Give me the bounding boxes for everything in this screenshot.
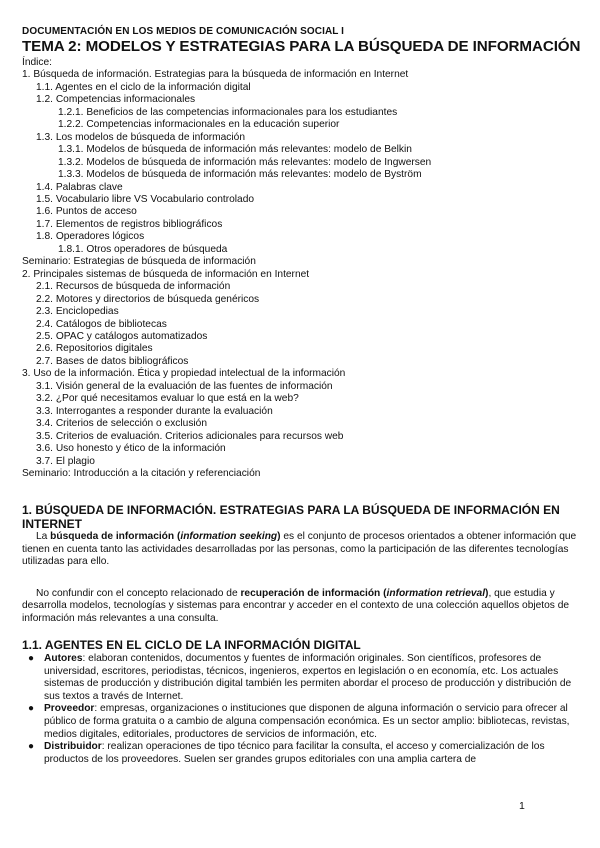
bullet-icon: ● (28, 741, 35, 753)
toc-entry: 1.3.1. Modelos de búsqueda de información más relevantes: modelo de Belkin (58, 144, 412, 156)
course-header: DOCUMENTACIÓN EN LOS MEDIOS DE COMUNICACIÓN SOCIAL I (22, 26, 345, 37)
bullet-icon: ● (28, 703, 35, 715)
toc-entry: 1.5. Vocabulario libre VS Vocabulario controlado (36, 193, 255, 205)
paragraph-information-retrieval: No confundir con el concepto relacionado de recuperación de información (information retrieval), que estudia y desarrolla modelos, tecnologías y sistemas para encontrar y acceder en el contexto de una colección aquellos objetos de información más relevantes a una consulta. (22, 587, 570, 624)
toc-entry: 2.3. Enciclopedias (36, 306, 119, 318)
toc-entry: 3.3. Interrogantes a responder durante la evaluación (36, 405, 273, 417)
paragraph-information-seeking: La búsqueda de información (information seeking) es el conjunto de procesos orientados a obtener información que tienen en cuenta tanto las actividades desarrolladas por las personas, como la participación de las diferentes tecnologías utilizadas para ello. (22, 531, 577, 568)
page-title: TEMA 2: MODELOS Y ESTRATEGIAS PARA LA BÚSQUEDA DE INFORMACIÓN (22, 38, 581, 55)
list-item-distribuidor: ● Distribuidor: realizan operaciones de tipo técnico para facilitar la consulta, el acceso y comercialización de los productos de los proveedores. Suelen ser grandes grupos editoriales con una amplia cartera de (28, 741, 545, 765)
toc-entry: 1.4. Palabras clave (36, 181, 123, 193)
section-1-1-heading: 1.1. AGENTES EN EL CICLO DE LA INFORMACIÓN DIGITAL (22, 637, 361, 652)
bullet-icon: ● (28, 653, 35, 665)
toc-entry: 1.2.1. Beneficios de las competencias informacionales para los estudiantes (58, 106, 398, 118)
list-item-autores: ● Autores: elaboran contenidos, documentos y fuentes de información originales. Son científicos, profesores de universidad, escritores, periodistas, técnicos, ingenieros, expertos en legislación o en economía, etc. Los actuales sistemas de producción y distribución digital también les permiten abordar el proceso de producción y distribución de sus textos a través de Internet. (28, 653, 572, 702)
toc-entry: 1.8. Operadores lógicos (36, 231, 145, 243)
toc-entry: 2.6. Repositorios digitales (36, 343, 153, 355)
toc-entry: Seminario: Introducción a la citación y referenciación (22, 467, 261, 479)
toc-entry: 3.4. Criterios de selección o exclusión (36, 418, 208, 430)
toc-entry: 3.7. El plagio (36, 455, 95, 467)
index-label: Índice: (22, 57, 53, 68)
toc-entry: 3. Uso de la información. Ética y propiedad intelectual de la información (22, 368, 346, 380)
toc-entry: 1.3. Los modelos de búsqueda de información (36, 131, 245, 143)
toc-entry: 2.5. OPAC y catálogos automatizados (36, 330, 208, 342)
list-item-proveedor: ● Proveedor: empresas, organizaciones o instituciones que disponen de alguna información o servicio para ofrecer al público de forma gratuita o a cambio de alguna compensación económica. Es un sector amplio: bibliotecas, revistas, medios digitales, editoriales, productores de servicios de información, etc. (28, 703, 570, 740)
toc-entry: 2. Principales sistemas de búsqueda de información en Internet (22, 268, 310, 280)
toc-entry: Seminario: Estrategias de búsqueda de información (22, 256, 256, 268)
agents-list (22, 653, 578, 766)
toc-entry: 1.1. Agentes en el ciclo de la información digital (36, 81, 251, 93)
toc-entry: 2.2. Motores y directorios de búsqueda genéricos (36, 293, 260, 305)
toc-entry: 3.5. Criterios de evaluación. Criterios adicionales para recursos web (36, 430, 344, 442)
toc-entry: 3.1. Visión general de la evaluación de las fuentes de información (36, 380, 333, 392)
toc-entry: 1.6. Puntos de acceso (36, 206, 137, 218)
toc-entry: 1.3.2. Modelos de búsqueda de información más relevantes: modelo de Ingwersen (58, 156, 432, 168)
document-body (22, 504, 578, 766)
toc-entry: 2.1. Recursos de búsqueda de información (36, 281, 231, 293)
toc-entry: 3.2. ¿Por qué necesitamos evaluar lo que está en la web? (36, 393, 299, 405)
toc-entry: 1.2. Competencias informacionales (36, 94, 196, 106)
toc-entry: 2.7. Bases de datos bibliográficos (36, 355, 189, 367)
toc-entry: 1.8.1. Otros operadores de búsqueda (58, 243, 228, 255)
toc-entry: 1.2.2. Competencias informacionales en la educación superior (58, 119, 340, 131)
toc-entry: 1.7. Elementos de registros bibliográficos (36, 218, 223, 230)
toc-list (22, 69, 582, 480)
toc-entry: 2.4. Catálogos de bibliotecas (36, 318, 167, 330)
toc-entry: 1. Búsqueda de información. Estrategias para la búsqueda de información en Internet (22, 69, 409, 81)
section-1-heading: 1. BÚSQUEDA DE INFORMACIÓN. ESTRATEGIAS PARA LA BÚSQUEDA DE INFORMACIÓN EN INTERNET (22, 503, 560, 531)
toc-entry: 1.3.3. Modelos de búsqueda de información más relevantes: modelo de Byström (58, 169, 422, 181)
toc-entry: 3.6. Uso honesto y ético de la información (36, 443, 226, 455)
table-of-contents (22, 57, 582, 480)
page-number: 1 (519, 800, 525, 812)
